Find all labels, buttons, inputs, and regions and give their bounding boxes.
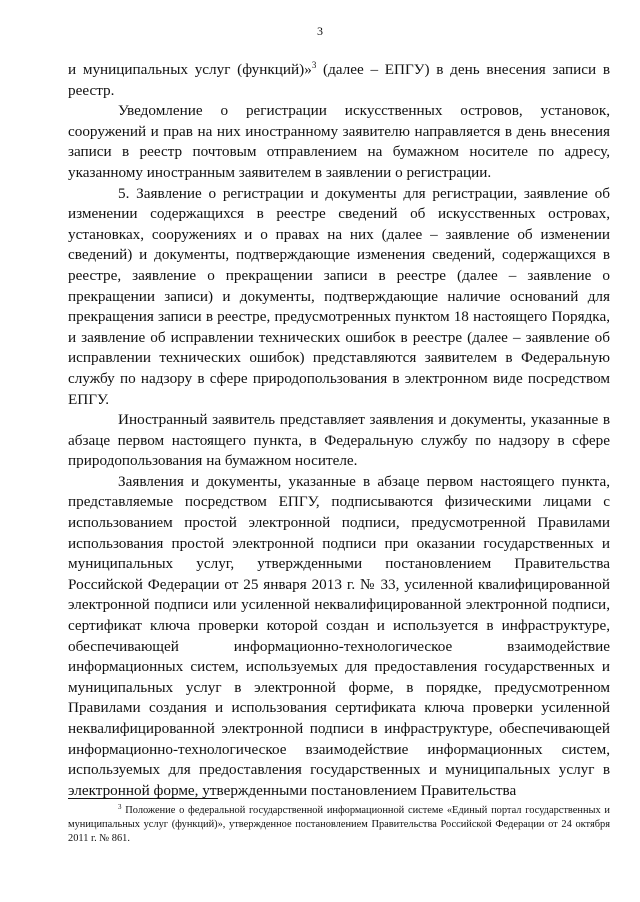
document-body bbox=[68, 60, 610, 801]
footnote-text bbox=[68, 804, 610, 845]
footnote-marker: 3 bbox=[118, 803, 122, 811]
page-number: 3 bbox=[317, 24, 323, 38]
footnote-reference[interactable]: 3 bbox=[311, 60, 317, 70]
paragraph-4: Иностранный заявитель представляет заявления и документы, указанные в абзаце первом настоящего пункта, в Федеральную службу по надзору в сфере природопользования на бумажном носителе. bbox=[68, 411, 610, 470]
footnote bbox=[68, 804, 610, 845]
paragraph-3: 5. Заявление о регистрации и документы для регистрации, заявление об изменении содержащихся в реестре сведений об искусственных островах, установках, сооружениях и о правах на них (далее – заявление об изменении сведений) и документы, подтверждающие изменения сведений, содержащихся в реестре, заявление о прекращении записи в реестре (далее – заявление о прекращении записи) и документы, подтверждающие наличие оснований для прекращения записи в реестре, предусмотренных пунктом 18 настоящего Порядка, и заявление об исправлении технических ошибок в реестре (далее – заявление об исправлении технических ошибок) представляются заявителем в Федеральную службу по надзору в сфере природопользования в электронном виде посредством ЕПГУ. bbox=[68, 184, 610, 408]
footnote-body: Положение о федеральной государственной информационной системе «Единый портал государственных и муниципальных услуг (функций)», утвержденное постановлением Правительства Российской Федерации от 24 октября 2011 г. № 861. bbox=[68, 805, 610, 844]
paragraph-2: Уведомление о регистрации искусственных островов, установок, сооружений и прав на них иностранному заявителю направляется в день внесения записи в реестр почтовым отправлением на бумажном носителе по адресу, указанному иностранным заявителем в заявлении о регистрации. bbox=[68, 102, 610, 181]
paragraph-1-text-continued: (далее – ЕПГУ) в день внесения записи в реестр. bbox=[68, 61, 610, 99]
paragraph-1 bbox=[68, 60, 610, 101]
paragraph-5: Заявления и документы, указанные в абзаце первом настоящего пункта, представляемые посредством ЕПГУ, подписываются физическими лицами с использованием простой электронной подписи, предусмотренной Правилами использования простой электронной подписи при оказании государственных и муниципальных услуг, утвержденными постановлением Правительства Российской Федерации от 25 января 2013 г. № 33, усиленной квалифицированной электронной подписи или усиленной неквалифицированной электронной подписи, сертификат ключа проверки которой создан и используется в инфраструктуре, обеспечивающей информационно-технологическое взаимодействие информационных систем, используемых для предоставления государственных и муниципальных услуг в электронной форме, в порядке, предусмотренном Правилами создания и использования сертификата ключа проверки усиленной неквалифицированной электронной подписи в инфраструктуре, обеспечивающей информационно-технологическое взаимодействие информационных систем, используемых для предоставления государственных и муниципальных услуг в электронной форме, утвержденными постановлением Правительства bbox=[68, 472, 610, 799]
paragraph-1-text: и муниципальных услуг (функций)» bbox=[68, 61, 312, 78]
footnote-divider bbox=[68, 798, 218, 799]
